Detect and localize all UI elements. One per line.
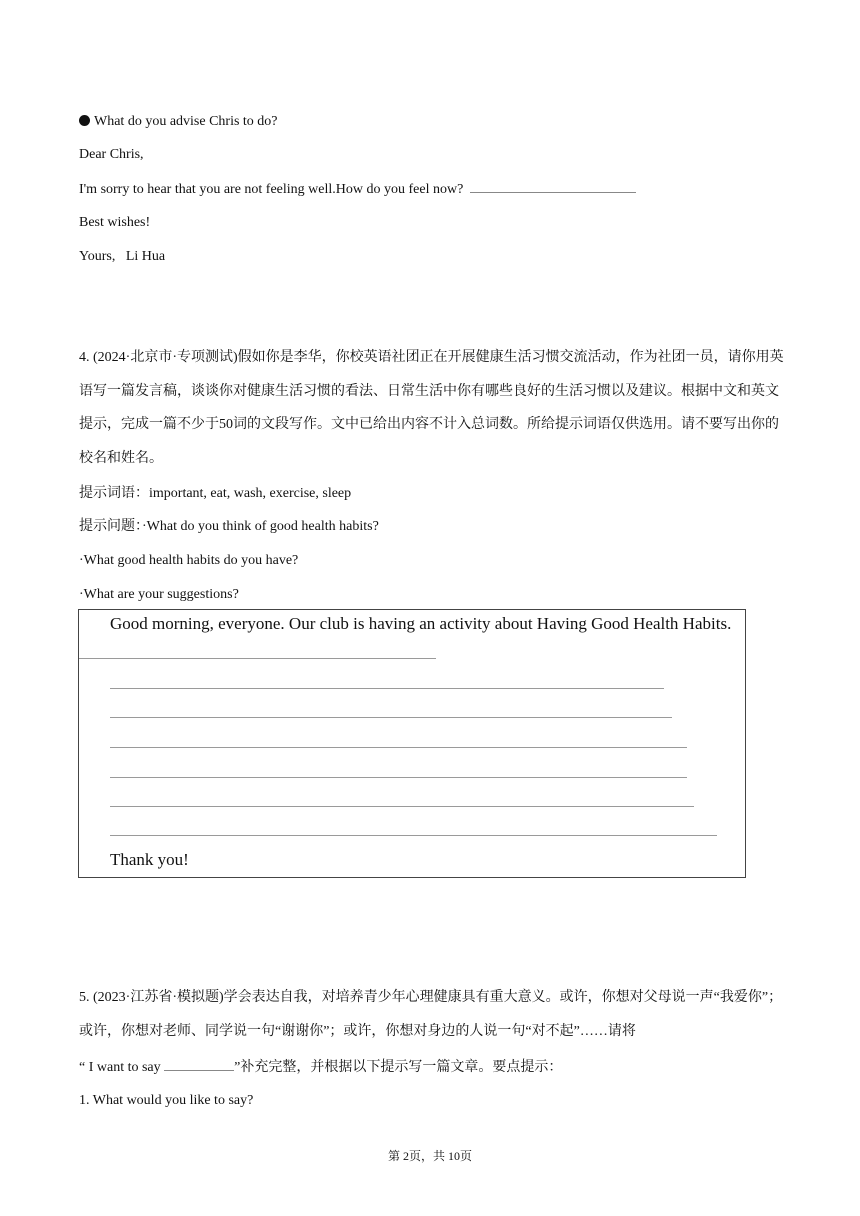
answer-blank[interactable]: [470, 180, 636, 193]
box-closing-sentence: Thank you!: [110, 850, 189, 869]
writing-line[interactable]: [110, 717, 672, 718]
page-number: 第 2页，共 10页: [387, 1149, 472, 1163]
writing-line[interactable]: [110, 835, 717, 836]
question-5-quote: “ I want to say ”补充完整，并根据以下提示写一篇文章。要点提示：: [79, 1060, 563, 1075]
hint-question-3: ·What are your suggestions?: [79, 587, 239, 602]
letter-greeting: Dear Chris,: [79, 147, 144, 162]
letter-signature: Yours, Li Hua: [79, 249, 166, 264]
letter-body: I'm sorry to hear that you are not feeling well.How do you feel now?: [79, 180, 636, 199]
writing-answer-box[interactable]: [78, 609, 746, 878]
hint-question-1: 提示问题：·What do you think of good health habits?: [79, 519, 379, 534]
answer-blank[interactable]: [164, 1058, 234, 1071]
hint-question-2: ·What good health habits do you have?: [79, 553, 299, 568]
writing-line[interactable]: [110, 806, 694, 807]
writing-line[interactable]: [79, 658, 436, 659]
writing-line[interactable]: [110, 777, 687, 778]
question-5-point-1: 1. What would you like to say?: [79, 1093, 254, 1108]
bullet-question: What do you advise Chris to do?: [79, 113, 278, 131]
writing-line[interactable]: [110, 688, 664, 689]
hint-words: 提示词语：important, eat, wash, exercise, sleep: [79, 486, 352, 501]
writing-line[interactable]: [110, 747, 687, 748]
question-5-prompt: 5. (2023·江苏省·模拟题)学会表达自我，对培养青少年心理健康具有重大意义。或许，你想对父母说一声“我爱你”；或许，你想对老师、同学说一句“谢谢你”；或许，你想对身边的人说一句“对不起”……请将: [79, 990, 783, 1039]
bullet-icon: [79, 115, 90, 126]
box-opening-sentence: Good morning, everyone. Our club is having an activity about Having Good Health Habits.: [110, 614, 732, 633]
question-4-prompt: 4. (2024·北京市·专项测试)假如你是李华，你校英语社团正在开展健康生活习惯交流活动，作为社团一员，请你用英语写一篇发言稿，谈谈你对健康生活习惯的看法、日常生活中你有哪些良好的生活习惯以及建议。根据中文和英文提示，完成一篇不少于50词的文段写作。文中已给出内容不计入总词数。所给提示词语仅供选用。请不要写出你的校名和姓名。: [79, 350, 784, 466]
letter-closing: Best wishes!: [79, 215, 151, 230]
